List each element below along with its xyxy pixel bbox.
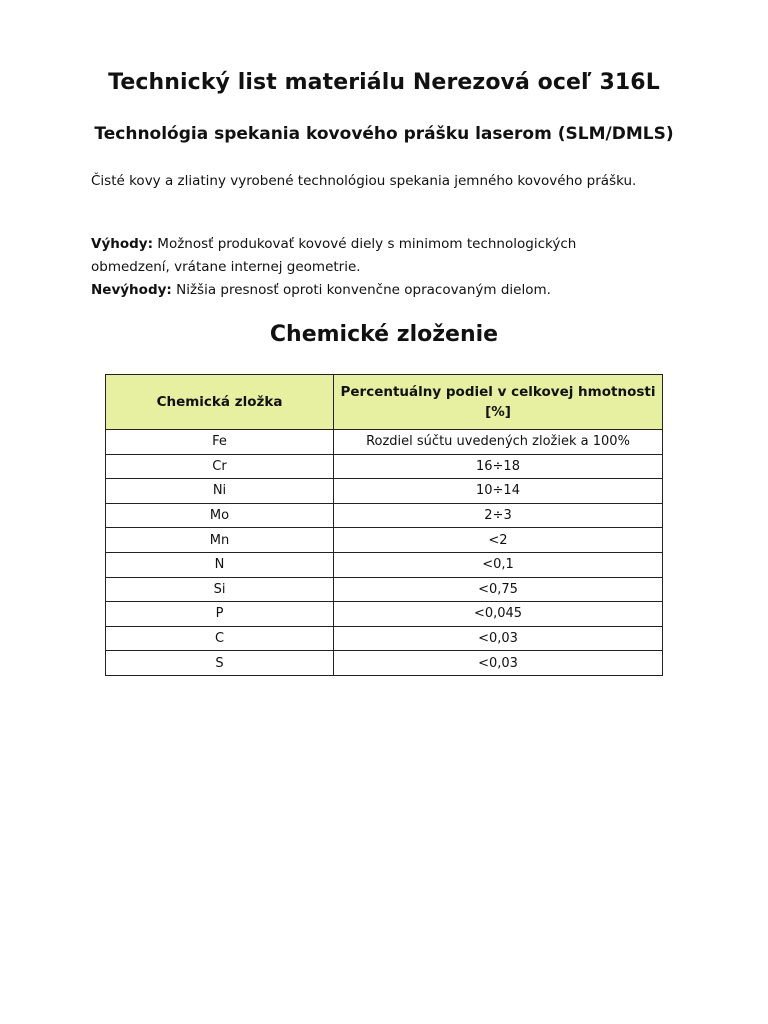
element-cell: Fe bbox=[106, 430, 334, 455]
advantages-text: Možnosť produkovať kovové diely s minimom technologických obmedzení, vrátane internej geometrie. bbox=[91, 236, 577, 275]
table-row bbox=[106, 430, 663, 455]
section-title: Chemické zloženie bbox=[269, 322, 499, 347]
disadvantages-text: Nižšia presnosť oproti konvenčne opracovaným dielom. bbox=[171, 282, 551, 298]
percentage-cell: <0,1 bbox=[334, 552, 663, 577]
table-row bbox=[106, 552, 663, 577]
percentage-cell: 2÷3 bbox=[334, 503, 663, 528]
percentage-cell: 16÷18 bbox=[334, 454, 663, 479]
table-header-row bbox=[106, 375, 663, 430]
intro-paragraph: Čisté kovy a zliatiny vyrobené technológiou spekania jemného kovového prášku. bbox=[91, 173, 637, 189]
table-row bbox=[106, 602, 663, 627]
disadvantages-label: Nevýhody: bbox=[91, 282, 172, 298]
header-percentage: Percentuálny podiel v celkovej hmotnosti [%] bbox=[334, 375, 663, 430]
percentage-cell: <2 bbox=[334, 528, 663, 553]
element-cell: Cr bbox=[106, 454, 334, 479]
element-cell: N bbox=[106, 552, 334, 577]
pros-cons-block bbox=[91, 233, 631, 302]
element-cell: P bbox=[106, 602, 334, 627]
percentage-cell: <0,75 bbox=[334, 577, 663, 602]
table-row bbox=[106, 479, 663, 504]
element-cell: Si bbox=[106, 577, 334, 602]
header-component: Chemická zložka bbox=[106, 375, 334, 430]
disadvantages-line bbox=[91, 279, 631, 302]
element-cell: Mn bbox=[106, 528, 334, 553]
percentage-cell: <0,03 bbox=[334, 626, 663, 651]
table-row bbox=[106, 577, 663, 602]
percentage-cell: <0,045 bbox=[334, 602, 663, 627]
table-row bbox=[106, 651, 663, 676]
table-row bbox=[106, 528, 663, 553]
table-row bbox=[106, 454, 663, 479]
element-cell: Ni bbox=[106, 479, 334, 504]
element-cell: C bbox=[106, 626, 334, 651]
element-cell: S bbox=[106, 651, 334, 676]
percentage-cell: Rozdiel súčtu uvedených zložiek a 100% bbox=[334, 430, 663, 455]
table-row bbox=[106, 503, 663, 528]
element-cell: Mo bbox=[106, 503, 334, 528]
chemical-composition-table bbox=[105, 374, 663, 676]
advantages-line bbox=[91, 233, 631, 279]
advantages-label: Výhody: bbox=[91, 236, 153, 252]
percentage-cell: 10÷14 bbox=[334, 479, 663, 504]
table-row bbox=[106, 626, 663, 651]
document-subtitle: Technológia spekania kovového prášku laserom (SLM/DMLS) bbox=[94, 124, 674, 144]
document-title: Technický list materiálu Nerezová oceľ 316L bbox=[108, 70, 660, 95]
percentage-cell: <0,03 bbox=[334, 651, 663, 676]
